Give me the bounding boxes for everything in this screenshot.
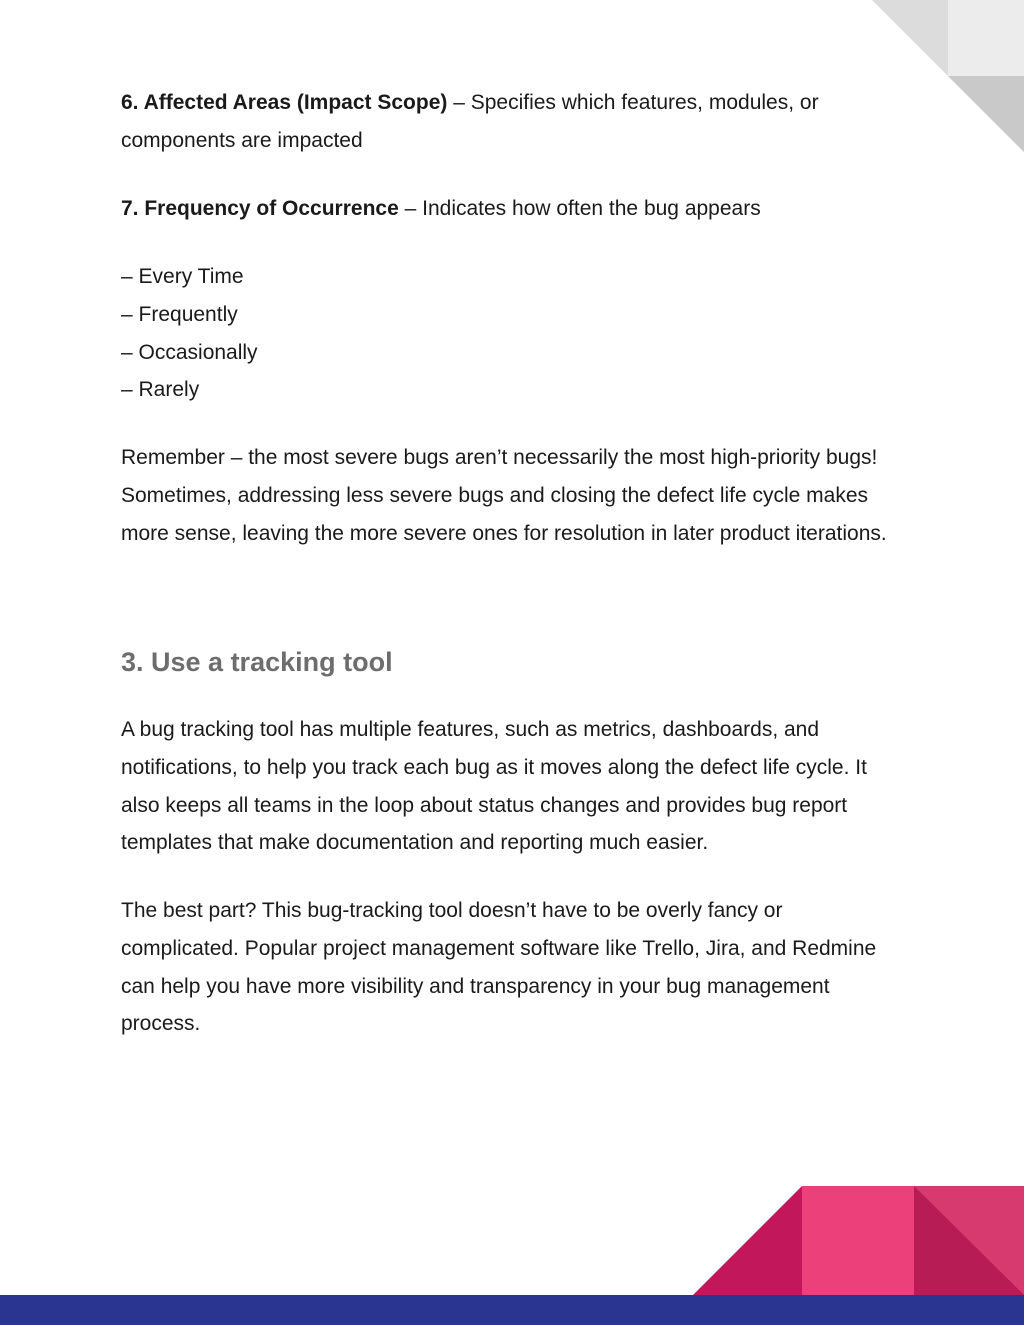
- item-frequency-title: 7. Frequency of Occurrence: [121, 197, 399, 220]
- item-affected-areas: [121, 84, 896, 160]
- corner-decoration-bottom: [693, 1186, 1024, 1295]
- tracking-tool-paragraph: A bug tracking tool has multiple features, such as metrics, dashboards, and notifications, to help you track each bug as it moves along the defect life cycle. It also keeps all teams in the loop about status changes and provides bug report templates that make documentation and reporting much easier.: [121, 718, 867, 855]
- item-frequency: [121, 190, 896, 228]
- footer-bar: [0, 1295, 1024, 1325]
- list-item: – Rarely: [121, 378, 200, 402]
- list-item: – Frequently: [121, 302, 238, 326]
- list-item: – Every Time: [121, 265, 244, 288]
- remember-paragraph: Remember – the most severe bugs aren’t necessarily the most high-priority bugs! Sometimes, addressing less severe bugs and closing the defect life cycle makes more sense, leaving the more severe ones for resolution in later product iterations.: [121, 446, 887, 545]
- frequency-options-list: [121, 258, 258, 409]
- best-part-paragraph: The best part? This bug-tracking tool doesn’t have to be overly fancy or complicated. Popular project management software like Trello, Jira, and Redmine can help you have more visibility and transparency in your bug management process.: [121, 899, 877, 1036]
- section-heading: 3. Use a tracking tool: [121, 647, 393, 677]
- item-affected-areas-text: – Specifies which features, modules, or components are impacted: [121, 91, 819, 152]
- item-affected-areas-title: 6. Affected Areas (Impact Scope): [121, 91, 448, 114]
- list-item: – Occasionally: [121, 340, 258, 364]
- item-frequency-text: – Indicates how often the bug appears: [398, 197, 761, 220]
